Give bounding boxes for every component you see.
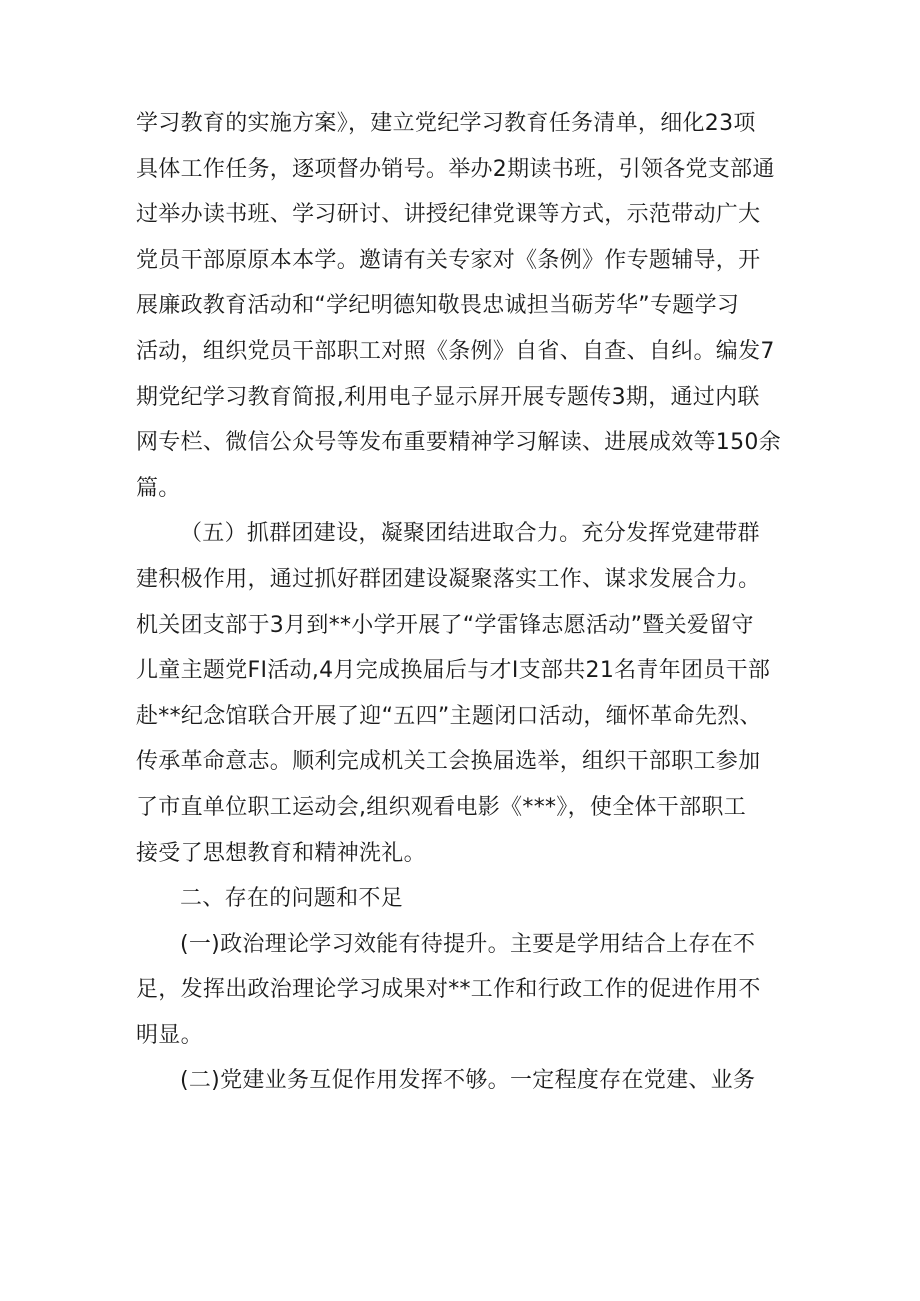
text-line: 活动，组织党员干部职工对照《条例》自省、自查、自纠。编发7 <box>136 338 775 364</box>
text-line: 儿童主题党FI活动,4月完成换届后与才I支部共21名青年团员干部 <box>136 658 771 684</box>
text-line: 篇。 <box>136 475 181 501</box>
text-line: 机关团支部于3月到**小学开展了“学雷锋志愿活动”暨关爱留守 <box>136 612 754 638</box>
text-line: 了市直单位职工运动会,组织观看电影《***》，使全体干部职工 <box>136 794 746 820</box>
paragraph-group-building <box>136 511 796 876</box>
text-line: 过举办读书班、学习研讨、讲授纪律党课等方式，示范带动广大 <box>136 202 761 228</box>
paragraph-study-education <box>136 101 796 511</box>
text-line: (二)党建业务互促作用发挥不够。一定程度存在党建、业务 <box>180 1068 756 1094</box>
text-line: 传承革命意志。顺利完成机关工会换届选举，组织干部职工参加 <box>136 749 761 775</box>
text-line: 接受了思想教育和精神洗礼。 <box>136 840 426 866</box>
paragraph-theory-study <box>136 922 796 1059</box>
text-line: 足，发挥出政治理论学习成果对**工作和行政工作的促进作用不 <box>136 977 761 1003</box>
text-line: （五）抓群团建设，凝聚团结进取合力。充分发挥党建带群 <box>180 521 760 547</box>
text-line: 明显。 <box>136 1022 203 1048</box>
text-line: 建积极作用，通过抓好群团建设凝聚落实工作、谋求发展合力。 <box>136 566 761 592</box>
paragraph-party-business <box>136 1058 796 1104</box>
text-line: (一)政治理论学习效能有待提升。主要是学用结合上存在不 <box>180 931 756 957</box>
text-line: 展廉政教育活动和“学纪明德知敬畏忠诚担当砺芳华”专题学习 <box>136 293 740 319</box>
text-line: 赴**纪念馆联合开展了迎“五四”主题闭口活动，缅怀革命先烈、 <box>136 703 762 729</box>
text-line: 网专栏、微信公众号等发布重要精神学习解读、进展成效等150余 <box>136 430 781 456</box>
text-line: 党员干部原原本本学。邀请有关专家对《条例》作专题辅导，开 <box>136 247 761 273</box>
section-heading-problems <box>136 876 796 922</box>
section-heading: 二、存在的问题和不足 <box>180 886 404 912</box>
text-line: 期党纪学习教育简报,利用电子显示屏开展专题传3期，通过内联 <box>136 384 760 410</box>
document-body <box>136 101 796 1104</box>
text-line: 具体工作任务，逐项督办销号。举办2期读书班，引领各党支部通 <box>136 156 775 182</box>
text-line: 学习教育的实施方案》，建立党纪学习教育任务清单，细化23项 <box>136 111 756 136</box>
